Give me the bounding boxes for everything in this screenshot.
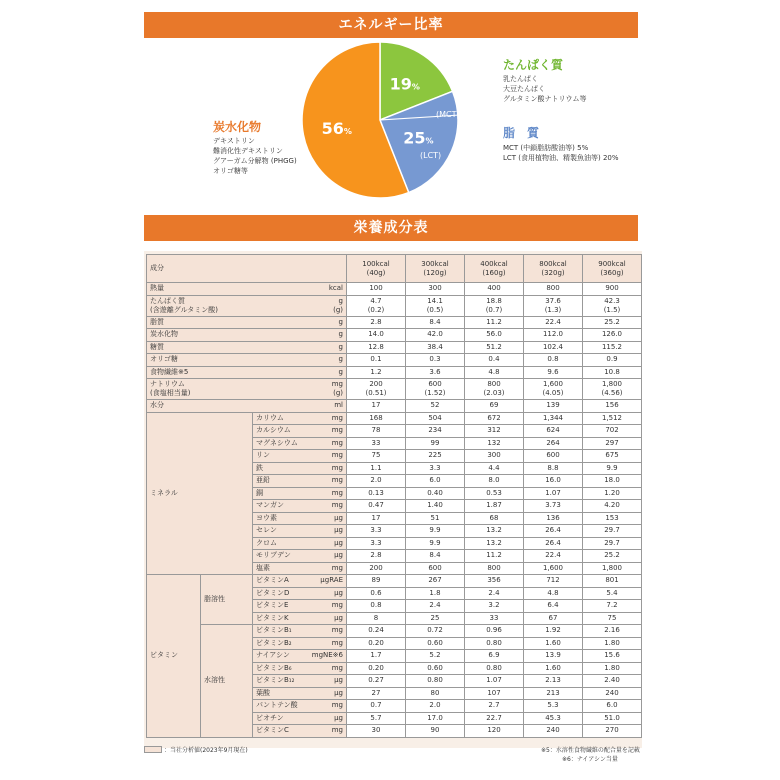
footnote-6: ※6：ナイアシン当量 bbox=[562, 756, 618, 763]
cell-value: 1.8 bbox=[406, 587, 465, 600]
legend-carb-list bbox=[213, 136, 297, 176]
cell-value: 504 bbox=[406, 412, 465, 425]
legend-carb-item: デキストリン bbox=[213, 137, 255, 145]
cell-value: 26.4 bbox=[524, 525, 583, 538]
cell-value: 800 (2.03) bbox=[465, 379, 524, 400]
cell-value: 126.0 bbox=[583, 329, 642, 342]
header-column: 100kcal (40g) bbox=[347, 255, 406, 283]
cell-value: 27 bbox=[347, 687, 406, 700]
cell-value: 356 bbox=[465, 575, 524, 588]
cell-value: 270 bbox=[583, 725, 642, 738]
header-label: 成分 bbox=[147, 255, 347, 283]
footnote-5: ※5：水溶性食物繊維の配合量を記載 bbox=[541, 747, 640, 754]
cell-value: 12.8 bbox=[347, 341, 406, 354]
cell-value: 13.2 bbox=[465, 525, 524, 538]
cell-value: 0.6 bbox=[347, 587, 406, 600]
legend-protein-title: たんぱく質 bbox=[503, 58, 564, 72]
cell-value: 37.6 (1.3) bbox=[524, 295, 583, 316]
cell-value: 672 bbox=[465, 412, 524, 425]
cell-value: 18.8 (0.7) bbox=[465, 295, 524, 316]
cell-value: 1.7 bbox=[347, 650, 406, 663]
cell-value: 22.7 bbox=[465, 712, 524, 725]
cell-value: 624 bbox=[524, 425, 583, 438]
header-column: 800kcal (320g) bbox=[524, 255, 583, 283]
cell-value: 42.3 (1.5) bbox=[583, 295, 642, 316]
legend-carb-item: オリゴ糖等 bbox=[213, 167, 248, 175]
cell-value: 1.07 bbox=[465, 675, 524, 688]
cell-value: 16.0 bbox=[524, 475, 583, 488]
legend-fat-list bbox=[503, 143, 619, 163]
cell-value: 168 bbox=[347, 412, 406, 425]
cell-value: 0.80 bbox=[465, 662, 524, 675]
cell-value: 8.4 bbox=[406, 316, 465, 329]
cell-value: 4.8 bbox=[524, 587, 583, 600]
group-water-soluble: 水溶性 bbox=[201, 625, 253, 738]
cell-value: 1.20 bbox=[583, 487, 642, 500]
cell-value: 5.3 bbox=[524, 700, 583, 713]
row-label: 銅 mg bbox=[253, 487, 347, 500]
cell-value: 17 bbox=[347, 400, 406, 413]
cell-value: 136 bbox=[524, 512, 583, 525]
nutrition-table bbox=[146, 254, 642, 738]
cell-value: 132 bbox=[465, 437, 524, 450]
cell-value: 1.2 bbox=[347, 366, 406, 379]
cell-value: 100 bbox=[347, 283, 406, 296]
group-vitamins: ビタミン bbox=[147, 575, 201, 738]
table-row bbox=[147, 625, 642, 638]
cell-value: 17 bbox=[347, 512, 406, 525]
legend-fat-item: LCT (食用植物油、精製魚油等) 20% bbox=[503, 154, 619, 162]
cell-value: 51.0 bbox=[583, 712, 642, 725]
table-row bbox=[147, 295, 642, 316]
row-label: ビタミンD μg bbox=[253, 587, 347, 600]
cell-value: 25.2 bbox=[583, 550, 642, 563]
cell-value: 2.4 bbox=[465, 587, 524, 600]
cell-value: 1,800 (4.56) bbox=[583, 379, 642, 400]
cell-value: 8.0 bbox=[465, 475, 524, 488]
cell-value: 0.80 bbox=[465, 637, 524, 650]
cell-value: 200 bbox=[347, 562, 406, 575]
cell-value: 0.8 bbox=[524, 354, 583, 367]
row-label: ビタミンK μg bbox=[253, 612, 347, 625]
row-label: オリゴ糖 g bbox=[147, 354, 347, 367]
cell-value: 1.40 bbox=[406, 500, 465, 513]
cell-value: 1,344 bbox=[524, 412, 583, 425]
cell-value: 9.9 bbox=[406, 525, 465, 538]
row-label: マンガン mg bbox=[253, 500, 347, 513]
row-label: カリウム mg bbox=[253, 412, 347, 425]
row-label: 亜鉛 mg bbox=[253, 475, 347, 488]
cell-value: 2.7 bbox=[465, 700, 524, 713]
cell-value: 102.4 bbox=[524, 341, 583, 354]
cell-value: 2.0 bbox=[347, 475, 406, 488]
table-row bbox=[147, 329, 642, 342]
cell-value: 38.4 bbox=[406, 341, 465, 354]
cell-value: 4.20 bbox=[583, 500, 642, 513]
row-label: たんぱく質 g (含遊離グルタミン酸) (g) bbox=[147, 295, 347, 316]
cell-value: 3.6 bbox=[406, 366, 465, 379]
cell-value: 200 (0.51) bbox=[347, 379, 406, 400]
cell-value: 42.0 bbox=[406, 329, 465, 342]
cell-value: 213 bbox=[524, 687, 583, 700]
cell-value: 156 bbox=[583, 400, 642, 413]
legend-carb-title: 炭水化物 bbox=[213, 120, 262, 134]
cell-value: 13.9 bbox=[524, 650, 583, 663]
cell-value: 25 bbox=[406, 612, 465, 625]
cell-value: 4.7 (0.2) bbox=[347, 295, 406, 316]
cell-value: 297 bbox=[583, 437, 642, 450]
cell-value: 1.1 bbox=[347, 462, 406, 475]
cell-value: 10.8 bbox=[583, 366, 642, 379]
cell-value: 33 bbox=[465, 612, 524, 625]
cell-value: 14.0 bbox=[347, 329, 406, 342]
cell-value: 1.87 bbox=[465, 500, 524, 513]
cell-value: 8.8 bbox=[524, 462, 583, 475]
cell-value: 112.0 bbox=[524, 329, 583, 342]
cell-value: 22.4 bbox=[524, 550, 583, 563]
cell-value: 240 bbox=[583, 687, 642, 700]
cell-value: 600 bbox=[406, 562, 465, 575]
cell-value: 17.0 bbox=[406, 712, 465, 725]
row-label: ビタミンB₂ mg bbox=[253, 637, 347, 650]
row-label: モリブデン μg bbox=[253, 550, 347, 563]
table-row bbox=[147, 354, 642, 367]
table-header-row bbox=[147, 255, 642, 283]
cell-value: 702 bbox=[583, 425, 642, 438]
cell-value: 5.2 bbox=[406, 650, 465, 663]
cell-value: 4.4 bbox=[465, 462, 524, 475]
nutrition-table-banner: 栄養成分表 bbox=[144, 215, 638, 241]
cell-value: 0.24 bbox=[347, 625, 406, 638]
cell-value: 6.4 bbox=[524, 600, 583, 613]
cell-value: 29.7 bbox=[583, 537, 642, 550]
cell-value: 33 bbox=[347, 437, 406, 450]
cell-value: 14.1 (0.5) bbox=[406, 295, 465, 316]
mct-label: (MCT) bbox=[436, 110, 460, 119]
cell-value: 6.0 bbox=[406, 475, 465, 488]
cell-value: 240 bbox=[524, 725, 583, 738]
pie-label-protein: 19% bbox=[389, 74, 420, 94]
cell-value: 0.60 bbox=[406, 662, 465, 675]
cell-value: 89 bbox=[347, 575, 406, 588]
row-label: リン mg bbox=[253, 450, 347, 463]
energy-ratio-banner: エネルギー比率 bbox=[144, 12, 638, 38]
cell-value: 15.6 bbox=[583, 650, 642, 663]
row-label: ヨウ素 μg bbox=[253, 512, 347, 525]
cell-value: 52 bbox=[406, 400, 465, 413]
cell-value: 1,800 bbox=[583, 562, 642, 575]
cell-value: 0.80 bbox=[406, 675, 465, 688]
cell-value: 312 bbox=[465, 425, 524, 438]
cell-value: 800 bbox=[465, 562, 524, 575]
cell-value: 264 bbox=[524, 437, 583, 450]
row-label: 食物繊維※5 g bbox=[147, 366, 347, 379]
row-label: クロム μg bbox=[253, 537, 347, 550]
header-column: 400kcal (160g) bbox=[465, 255, 524, 283]
row-label: 脂質 g bbox=[147, 316, 347, 329]
row-label: ビタミンA μgRAE bbox=[253, 575, 347, 588]
cell-value: 1.80 bbox=[583, 662, 642, 675]
cell-value: 0.13 bbox=[347, 487, 406, 500]
cell-value: 26.4 bbox=[524, 537, 583, 550]
cell-value: 30 bbox=[347, 725, 406, 738]
row-label: ビオチン μg bbox=[253, 712, 347, 725]
cell-value: 712 bbox=[524, 575, 583, 588]
row-label: カルシウム mg bbox=[253, 425, 347, 438]
row-label: 塩素 mg bbox=[253, 562, 347, 575]
cell-value: 5.4 bbox=[583, 587, 642, 600]
legend-protein-item: グルタミン酸ナトリウム等 bbox=[503, 95, 587, 103]
cell-value: 0.1 bbox=[347, 354, 406, 367]
cell-value: 3.73 bbox=[524, 500, 583, 513]
cell-value: 0.3 bbox=[406, 354, 465, 367]
cell-value: 1.80 bbox=[583, 637, 642, 650]
cell-value: 1.60 bbox=[524, 637, 583, 650]
cell-value: 18.0 bbox=[583, 475, 642, 488]
row-label: 鉄 mg bbox=[253, 462, 347, 475]
cell-value: 900 bbox=[583, 283, 642, 296]
row-label: セレン μg bbox=[253, 525, 347, 538]
group-minerals: ミネラル bbox=[147, 412, 253, 575]
cell-value: 68 bbox=[465, 512, 524, 525]
cell-value: 0.27 bbox=[347, 675, 406, 688]
group-fat-soluble: 脂溶性 bbox=[201, 575, 253, 625]
cell-value: 2.8 bbox=[347, 316, 406, 329]
pie-label-carb: 56% bbox=[321, 119, 352, 139]
legend-carb-item: 難消化性デキストリン bbox=[213, 147, 283, 155]
table-row bbox=[147, 366, 642, 379]
cell-value: 9.9 bbox=[583, 462, 642, 475]
analysis-swatch bbox=[144, 746, 162, 753]
table-row bbox=[147, 575, 642, 588]
cell-value: 0.53 bbox=[465, 487, 524, 500]
lct-label: (LCT) bbox=[420, 151, 442, 160]
row-label: ビタミンE mg bbox=[253, 600, 347, 613]
row-label: マグネシウム mg bbox=[253, 437, 347, 450]
row-label: 糖質 g bbox=[147, 341, 347, 354]
cell-value: 5.7 bbox=[347, 712, 406, 725]
cell-value: 0.4 bbox=[465, 354, 524, 367]
cell-value: 0.96 bbox=[465, 625, 524, 638]
row-label: パントテン酸 mg bbox=[253, 700, 347, 713]
cell-value: 7.2 bbox=[583, 600, 642, 613]
cell-value: 0.60 bbox=[406, 637, 465, 650]
row-label: 葉酸 μg bbox=[253, 687, 347, 700]
cell-value: 1.92 bbox=[524, 625, 583, 638]
cell-value: 99 bbox=[406, 437, 465, 450]
header-column: 300kcal (120g) bbox=[406, 255, 465, 283]
cell-value: 115.2 bbox=[583, 341, 642, 354]
cell-value: 3.2 bbox=[465, 600, 524, 613]
table-row bbox=[147, 341, 642, 354]
row-label: ナトリウム mg (食塩相当量) (g) bbox=[147, 379, 347, 400]
footnote-analysis: ：当社分析値(2023年9月現在) bbox=[164, 747, 248, 754]
cell-value: 600 (1.52) bbox=[406, 379, 465, 400]
cell-value: 1.60 bbox=[524, 662, 583, 675]
cell-value: 11.2 bbox=[465, 550, 524, 563]
cell-value: 1,600 bbox=[524, 562, 583, 575]
legend-protein-item: 乳たんぱく bbox=[503, 75, 538, 83]
cell-value: 13.2 bbox=[465, 537, 524, 550]
cell-value: 801 bbox=[583, 575, 642, 588]
cell-value: 75 bbox=[583, 612, 642, 625]
cell-value: 75 bbox=[347, 450, 406, 463]
cell-value: 0.9 bbox=[583, 354, 642, 367]
legend-carb-item: グアーガム分解物 (PHGG) bbox=[213, 157, 297, 165]
cell-value: 234 bbox=[406, 425, 465, 438]
cell-value: 2.13 bbox=[524, 675, 583, 688]
cell-value: 2.16 bbox=[583, 625, 642, 638]
cell-value: 153 bbox=[583, 512, 642, 525]
cell-value: 29.7 bbox=[583, 525, 642, 538]
legend-fat-title: 脂 質 bbox=[503, 126, 540, 140]
cell-value: 675 bbox=[583, 450, 642, 463]
cell-value: 300 bbox=[465, 450, 524, 463]
legend-protein-list bbox=[503, 74, 586, 104]
cell-value: 4.8 bbox=[465, 366, 524, 379]
cell-value: 107 bbox=[465, 687, 524, 700]
cell-value: 0.7 bbox=[347, 700, 406, 713]
cell-value: 80 bbox=[406, 687, 465, 700]
cell-value: 2.8 bbox=[347, 550, 406, 563]
table-row bbox=[147, 316, 642, 329]
cell-value: 800 bbox=[524, 283, 583, 296]
cell-value: 3.3 bbox=[406, 462, 465, 475]
cell-value: 2.0 bbox=[406, 700, 465, 713]
cell-value: 139 bbox=[524, 400, 583, 413]
row-label: ナイアシン mgNE※6 bbox=[253, 650, 347, 663]
cell-value: 0.47 bbox=[347, 500, 406, 513]
table-row bbox=[147, 412, 642, 425]
cell-value: 69 bbox=[465, 400, 524, 413]
cell-value: 22.4 bbox=[524, 316, 583, 329]
cell-value: 6.0 bbox=[583, 700, 642, 713]
cell-value: 45.3 bbox=[524, 712, 583, 725]
row-label: 炭水化物 g bbox=[147, 329, 347, 342]
legend-protein-item: 大豆たんぱく bbox=[503, 85, 545, 93]
cell-value: 2.40 bbox=[583, 675, 642, 688]
cell-value: 6.9 bbox=[465, 650, 524, 663]
cell-value: 78 bbox=[347, 425, 406, 438]
cell-value: 300 bbox=[406, 283, 465, 296]
row-label: 熱量 kcal bbox=[147, 283, 347, 296]
cell-value: 0.72 bbox=[406, 625, 465, 638]
cell-value: 1.07 bbox=[524, 487, 583, 500]
cell-value: 3.3 bbox=[347, 537, 406, 550]
cell-value: 0.20 bbox=[347, 662, 406, 675]
row-label: ビタミンB₆ mg bbox=[253, 662, 347, 675]
row-label: ビタミンB₁ mg bbox=[253, 625, 347, 638]
cell-value: 0.40 bbox=[406, 487, 465, 500]
cell-value: 0.20 bbox=[347, 637, 406, 650]
cell-value: 9.6 bbox=[524, 366, 583, 379]
cell-value: 8 bbox=[347, 612, 406, 625]
row-label: ビタミンB₁₂ μg bbox=[253, 675, 347, 688]
cell-value: 51 bbox=[406, 512, 465, 525]
header-column: 900kcal (360g) bbox=[583, 255, 642, 283]
cell-value: 56.0 bbox=[465, 329, 524, 342]
cell-value: 9.9 bbox=[406, 537, 465, 550]
cell-value: 225 bbox=[406, 450, 465, 463]
cell-value: 25.2 bbox=[583, 316, 642, 329]
row-label: 水分 ml bbox=[147, 400, 347, 413]
energy-pie-chart bbox=[300, 40, 460, 200]
cell-value: 120 bbox=[465, 725, 524, 738]
cell-value: 600 bbox=[524, 450, 583, 463]
table-row bbox=[147, 379, 642, 400]
cell-value: 8.4 bbox=[406, 550, 465, 563]
legend-fat-item: MCT (中鎖脂肪酸油等) 5% bbox=[503, 144, 589, 152]
cell-value: 11.2 bbox=[465, 316, 524, 329]
table-row bbox=[147, 283, 642, 296]
row-label: ビタミンC mg bbox=[253, 725, 347, 738]
cell-value: 1,512 bbox=[583, 412, 642, 425]
cell-value: 2.4 bbox=[406, 600, 465, 613]
cell-value: 400 bbox=[465, 283, 524, 296]
cell-value: 0.8 bbox=[347, 600, 406, 613]
cell-value: 67 bbox=[524, 612, 583, 625]
pie-label-fat: 25% bbox=[403, 128, 434, 148]
table-row bbox=[147, 400, 642, 413]
cell-value: 51.2 bbox=[465, 341, 524, 354]
cell-value: 1,600 (4.05) bbox=[524, 379, 583, 400]
cell-value: 3.3 bbox=[347, 525, 406, 538]
cell-value: 90 bbox=[406, 725, 465, 738]
cell-value: 267 bbox=[406, 575, 465, 588]
